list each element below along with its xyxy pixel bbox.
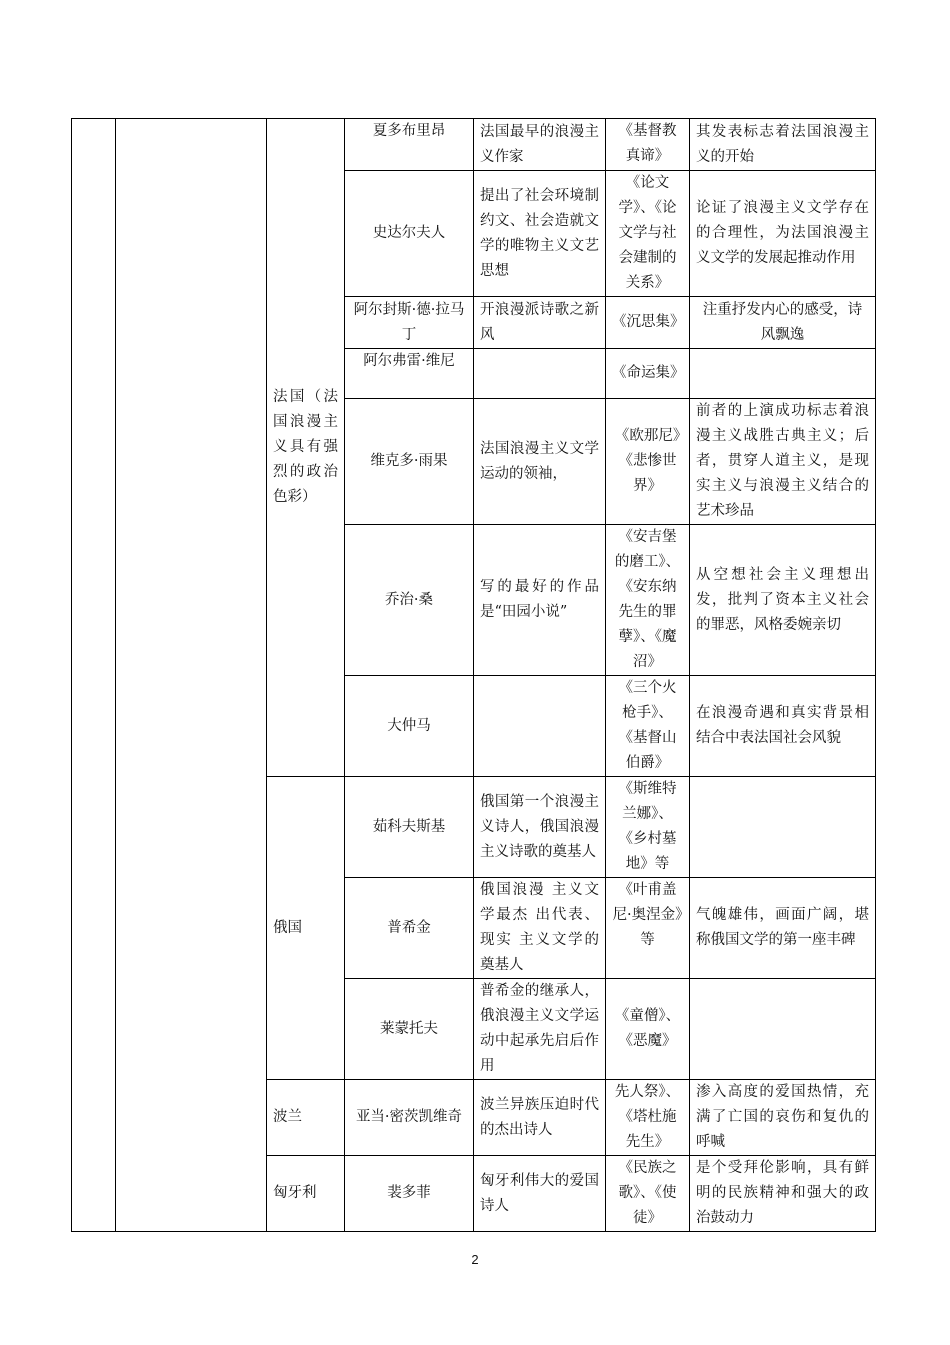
significance-cell: 在浪漫奇遇和真实背景相结合中表法国社会风貌 <box>690 676 876 777</box>
feature-cell: 俄国浪漫 主义文学最杰 出代表、现实 主义文学的奠基人 <box>474 878 606 979</box>
author-cell: 夏多布里昂 <box>345 119 474 171</box>
works-cell: 《命运集》 <box>606 349 690 399</box>
feature-cell <box>474 349 606 399</box>
works-cell: 《三个火枪手》、《基督山伯爵》 <box>606 676 690 777</box>
page-number: 2 <box>471 1252 479 1267</box>
feature-cell: 匈牙利伟大的爱国诗人 <box>474 1156 606 1232</box>
feature-cell: 俄国第一个浪漫主义诗人，俄国浪漫主义诗歌的奠基人 <box>474 777 606 878</box>
country-cell: 波兰 <box>267 1080 345 1156</box>
feature-cell <box>474 676 606 777</box>
significance-cell <box>690 349 876 399</box>
blank-column-2 <box>116 119 267 1232</box>
author-cell: 大仲马 <box>345 676 474 777</box>
significance-cell <box>690 777 876 878</box>
works-cell: 《沉思集》 <box>606 297 690 349</box>
works-cell: 《论文学》、《论文学与社会建制的关系》 <box>606 171 690 297</box>
author-cell: 亚当·密茨凯维奇 <box>345 1080 474 1156</box>
author-cell: 裴多菲 <box>345 1156 474 1232</box>
country-cell: 匈牙利 <box>267 1156 345 1232</box>
significance-cell: 从空想社会主义理想出发，批判了资本主义社会的罪恶，风格委婉亲切 <box>690 525 876 676</box>
feature-cell: 普希金的继承人，俄浪漫主义文学运动中起承先启后作用 <box>474 979 606 1080</box>
feature-cell: 开浪漫派诗歌之新风 <box>474 297 606 349</box>
significance-cell: 注重抒发内心的感受，诗风飘逸 <box>690 297 876 349</box>
author-cell: 史达尔夫人 <box>345 171 474 297</box>
author-cell: 阿尔弗雷·维尼 <box>345 349 474 399</box>
significance-cell: 气魄雄伟，画面广阔，堪称俄国文学的第一座丰碑 <box>690 878 876 979</box>
author-cell: 普希金 <box>345 878 474 979</box>
country-cell: 法国（法国浪漫主义具有强烈的政治色彩） <box>267 119 345 777</box>
works-cell: 《基督教真谛》 <box>606 119 690 171</box>
country-cell: 俄国 <box>267 777 345 1080</box>
author-cell: 茹科夫斯基 <box>345 777 474 878</box>
works-cell: 《安吉堡的磨工》、《安东纳先生的罪孽》、《魔沼》 <box>606 525 690 676</box>
author-cell: 乔治·桑 <box>345 525 474 676</box>
feature-cell: 法国浪漫主义文学运动的领袖， <box>474 399 606 525</box>
significance-cell <box>690 979 876 1080</box>
works-cell: 《民族之歌》、《使徒》 <box>606 1156 690 1232</box>
significance-cell: 前者的上演成功标志着浪漫主义战胜古典主义；后者，贯穿人道主义，是现实主义与浪漫主义结合的艺术珍品 <box>690 399 876 525</box>
significance-cell: 是个受拜伦影响，具有鲜明的民族精神和强大的政治鼓动力 <box>690 1156 876 1232</box>
blank-column-1 <box>72 119 116 1232</box>
significance-cell: 渗入高度的爱国热情，充满了亡国的哀伤和复仇的呼喊 <box>690 1080 876 1156</box>
table-row <box>72 119 876 171</box>
works-cell: 《欧那尼》《悲惨世界》 <box>606 399 690 525</box>
significance-cell: 其发表标志着法国浪漫主义的开始 <box>690 119 876 171</box>
literature-table <box>71 118 876 1232</box>
feature-cell: 写的最好的作品是“田园小说” <box>474 525 606 676</box>
feature-cell: 法国最早的浪漫主义作家 <box>474 119 606 171</box>
works-cell: 《叶甫盖尼·奥涅金》等 <box>606 878 690 979</box>
author-cell: 莱蒙托夫 <box>345 979 474 1080</box>
author-cell: 维克多·雨果 <box>345 399 474 525</box>
significance-cell: 论证了浪漫主义文学存在的合理性，为法国浪漫主义文学的发展起推动作用 <box>690 171 876 297</box>
feature-cell: 波兰异族压迫时代的杰出诗人 <box>474 1080 606 1156</box>
feature-cell: 提出了社会环境制约文、社会造就文学的唯物主义文艺思想 <box>474 171 606 297</box>
works-cell: 《童僧》、《恶魔》 <box>606 979 690 1080</box>
works-cell: 先人祭》、《塔杜施先生》 <box>606 1080 690 1156</box>
works-cell: 《斯维特兰娜》、《乡村墓地》等 <box>606 777 690 878</box>
author-cell: 阿尔封斯·德·拉马丁 <box>345 297 474 349</box>
